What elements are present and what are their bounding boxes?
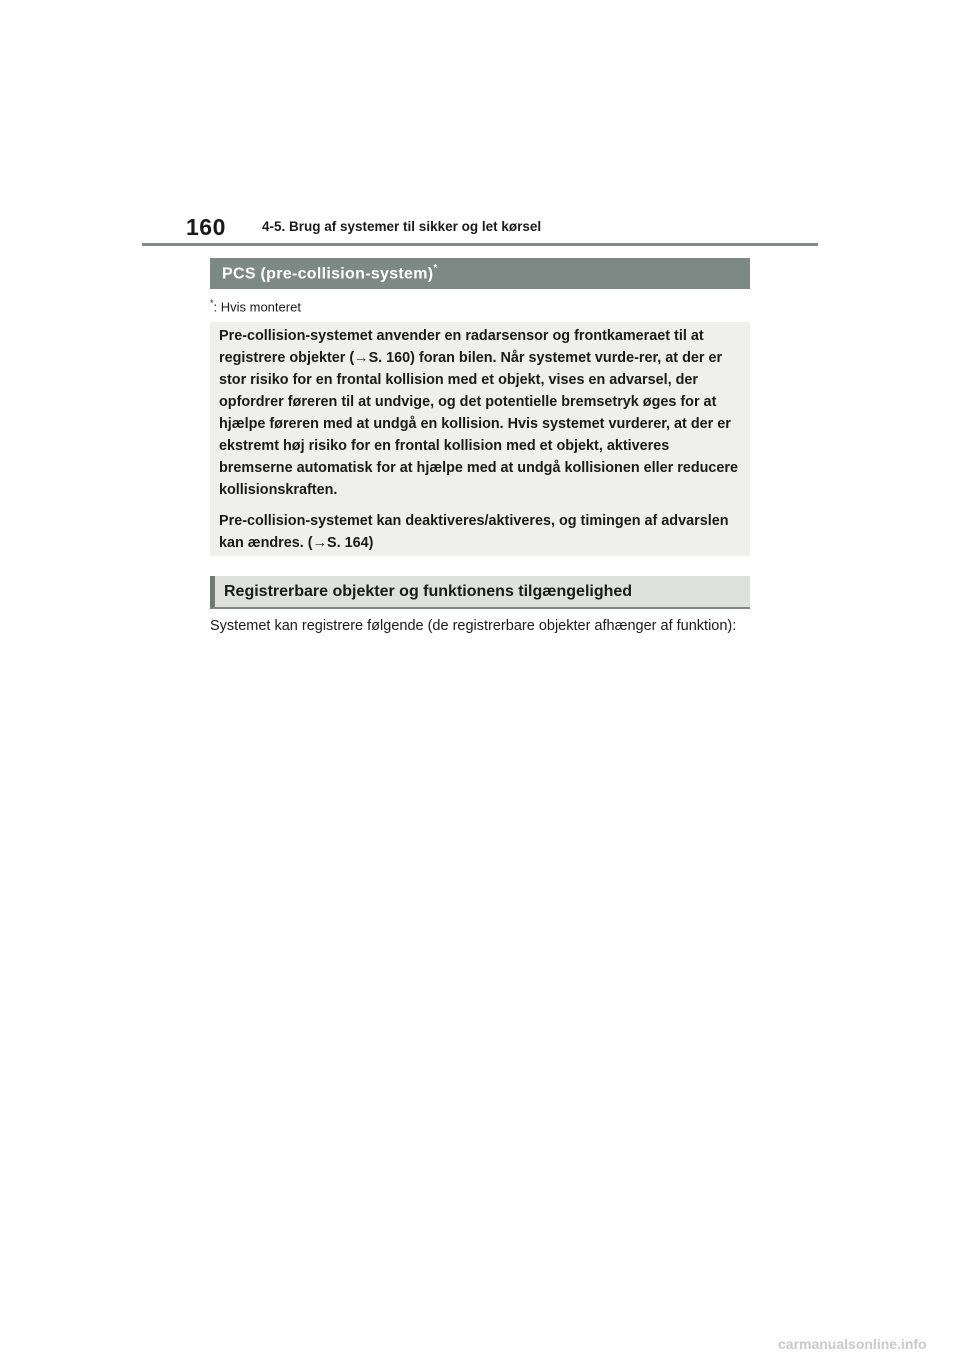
page-number: 160 bbox=[186, 214, 226, 240]
info-paragraph-2-text-a: Pre-collision-systemet kan deaktiveres/aktiveres, og timingen af advarslen kan ændres. ( bbox=[219, 513, 729, 551]
reference-arrow-icon: → bbox=[312, 535, 327, 551]
body-paragraph: Systemet kan registrere følgende (de registrerbare objekter afhænger af funktion): bbox=[210, 618, 737, 634]
info-paragraph-1-text-b: S. 160) foran bilen. Når systemet vurde-rer, at der er stor risiko for en frontal kollision med et objekt, vises en advarsel, der opfordrer føreren til at undvige, og det potentielle bremsetryk øges for at hjælpe føreren med at undgå en kollision. Hvis systemet vurderer, at der er ekstremt høj risiko for en frontal kollision med et objekt, aktiveres bremserne automatisk for at hjælpe med at undgå kollisionen eller reducere kollisionskraften. bbox=[219, 350, 739, 498]
header-divider bbox=[142, 243, 818, 246]
section-title-text: PCS (pre-collision-system) bbox=[222, 265, 434, 283]
section-heading bbox=[210, 258, 750, 289]
section-title-marker: * bbox=[433, 262, 438, 274]
info-paragraph-1-text-a: Pre-collision-systemet anvender en radarsensor og frontkameraet til at registrere objekter ( bbox=[219, 328, 704, 366]
info-paragraph-2 bbox=[219, 510, 740, 554]
info-paragraph-2-text-b: S. 164) bbox=[326, 535, 374, 551]
reference-arrow-icon: → bbox=[354, 350, 369, 366]
subsection-title: Registrerbare objekter og funktionens tilgængelighed bbox=[224, 582, 633, 600]
footnote-text: : Hvis monteret bbox=[213, 299, 301, 315]
section-title bbox=[222, 264, 438, 283]
info-paragraph-1 bbox=[219, 325, 740, 501]
info-box bbox=[210, 322, 750, 556]
watermark: carmanualsonline.info bbox=[778, 1336, 927, 1352]
footnote-marker: * bbox=[210, 298, 214, 308]
footnote bbox=[210, 298, 301, 314]
subsection-heading bbox=[210, 576, 750, 609]
chapter-title: 4-5. Brug af systemer til sikker og let kørsel bbox=[262, 219, 542, 234]
